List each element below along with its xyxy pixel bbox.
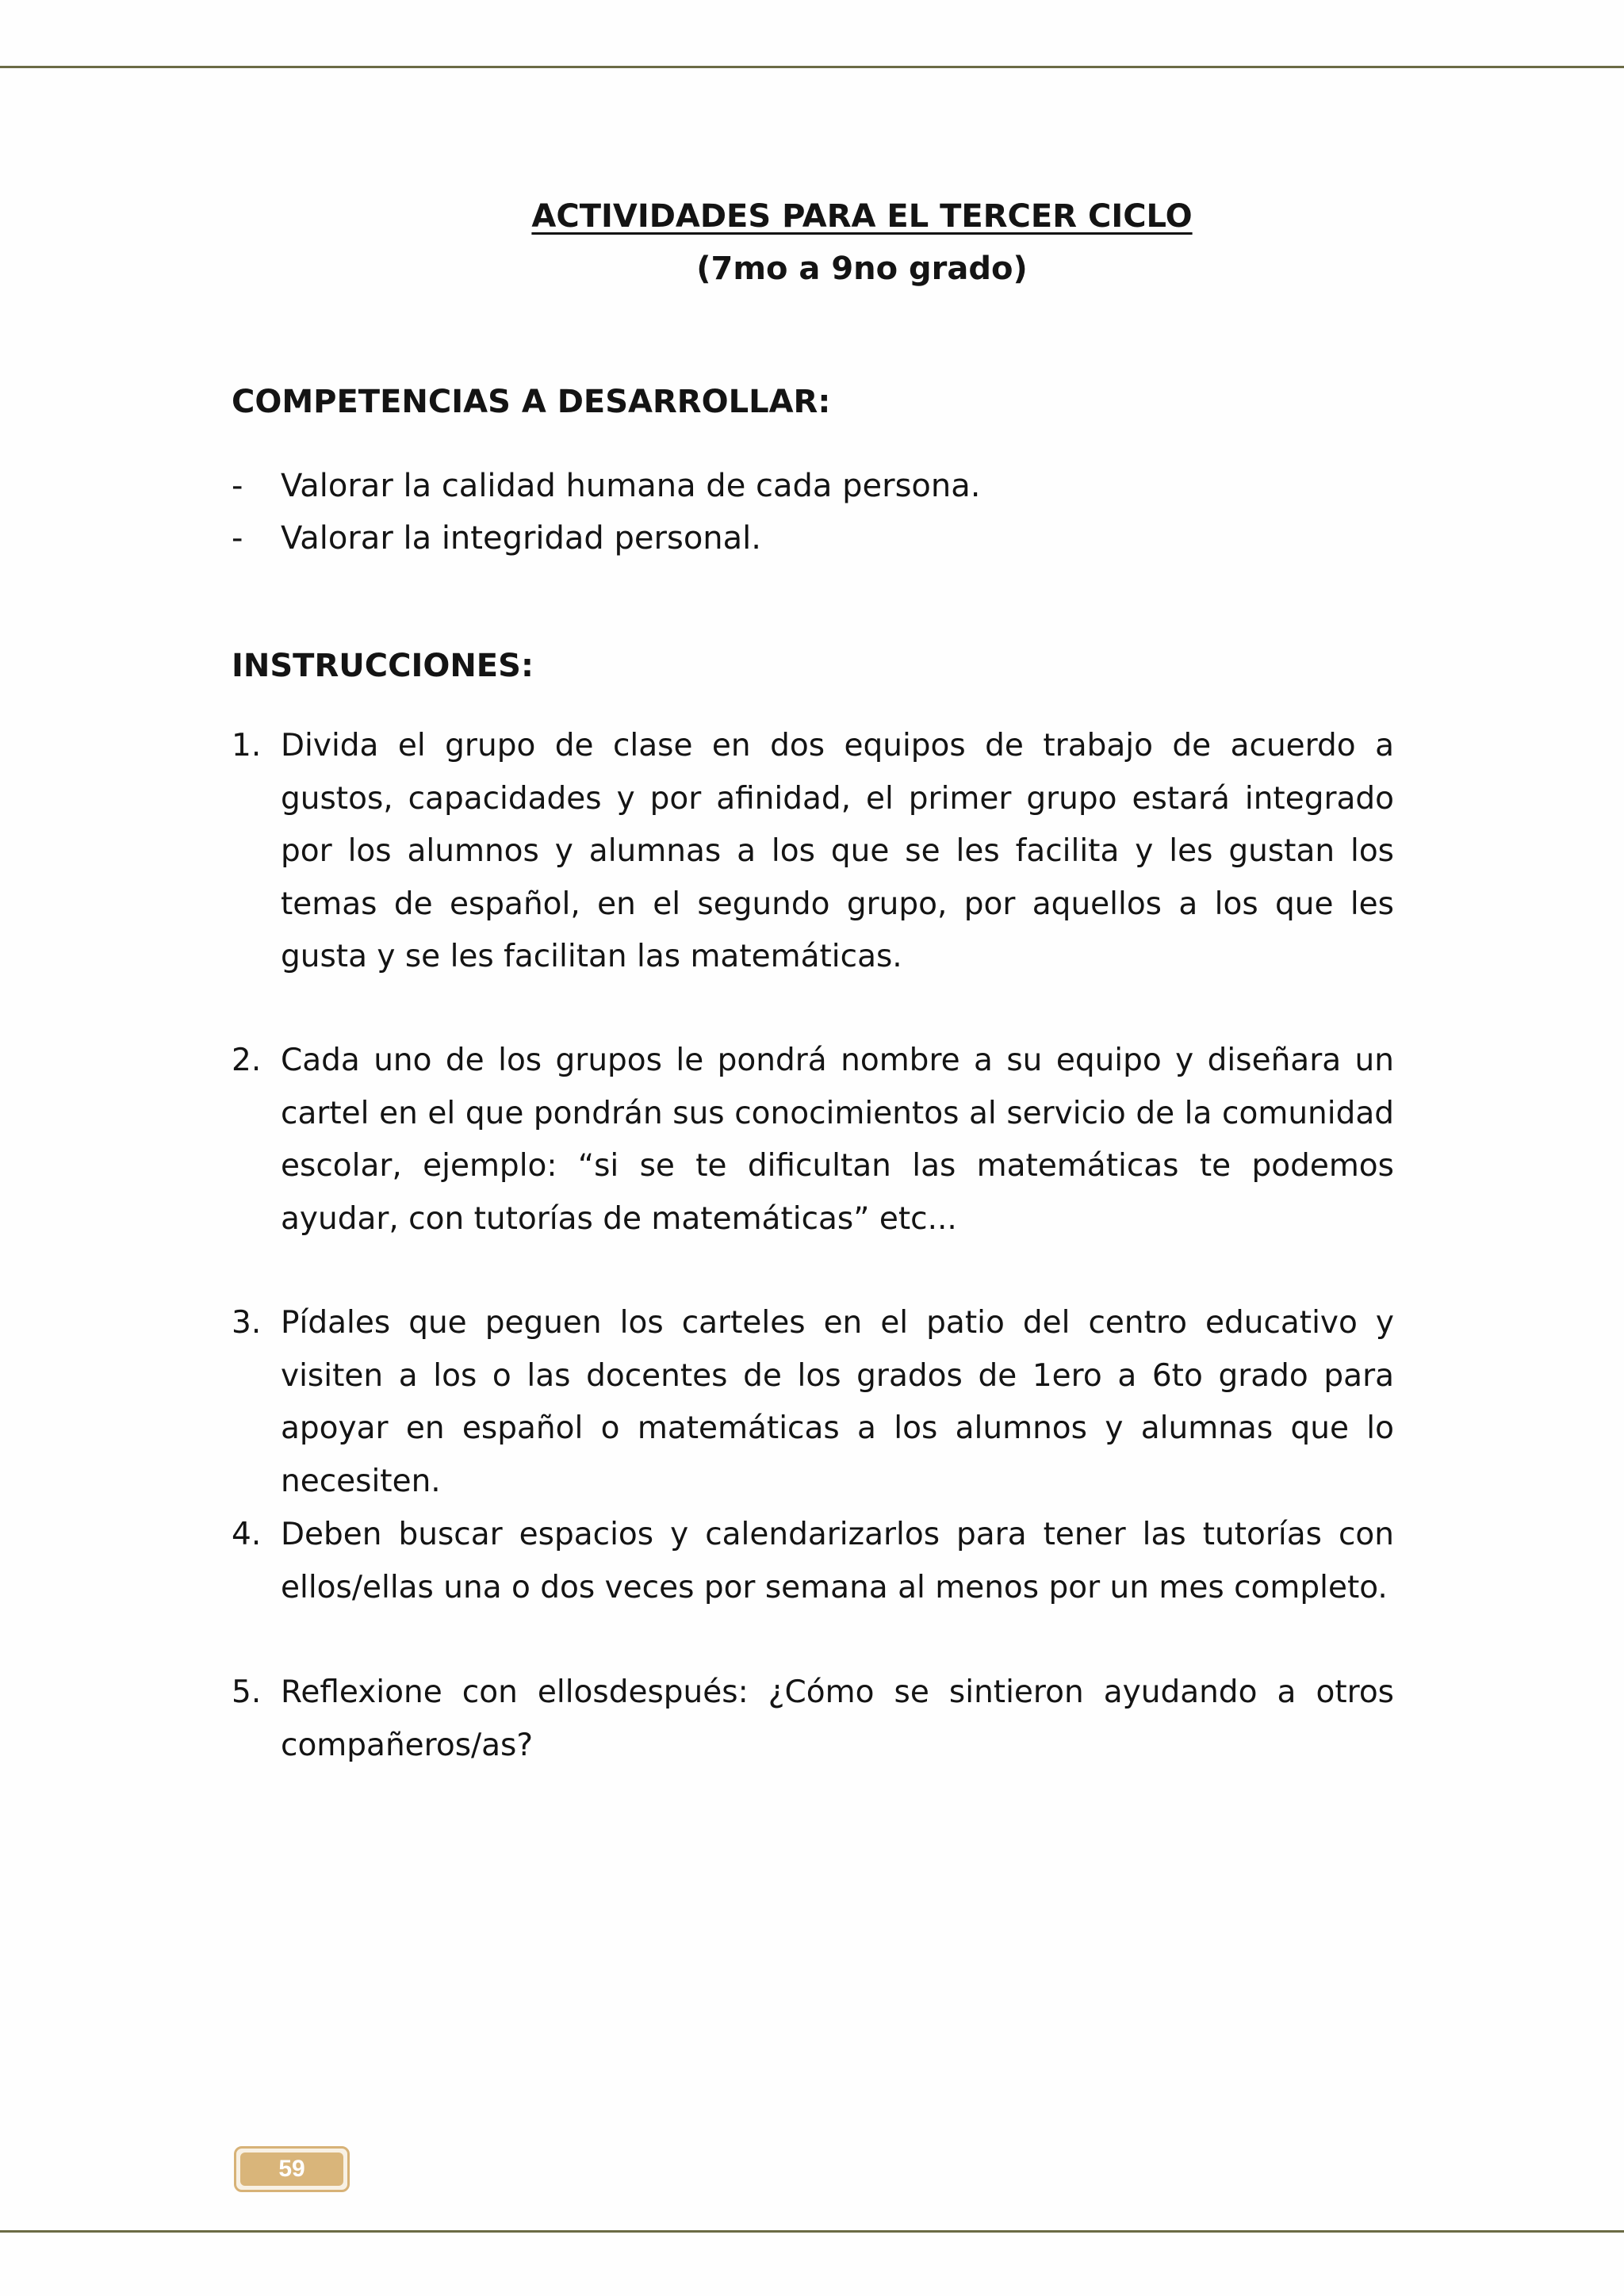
list-item [232,512,1394,564]
step-text: Cada uno de los grupos le pondrá nombre a su equipo y diseñara un cartel en el que pondrán sus conocimientos al servicio de la comunidad escolar, ejemplo: “si se te dificultan las matemáticas te podemos ayudar, con tutorías de matemáticas” etc... [281,1043,1394,1237]
list-item [232,460,1394,512]
step-text: Reflexione con ellosdespués: ¿Cómo se sintieron ayudando a otros compañeros/as? [281,1674,1394,1763]
instruction-step-5 [232,1667,1394,1772]
competencias-heading: COMPETENCIAS A DESARROLLAR: [232,384,831,420]
bullet-text: Valorar la integridad personal. [281,520,761,557]
step-text: Pídales que peguen los carteles en el patio del centro educativo y visiten a los o las docentes de los grados de 1ero a 6to grado para apoyar en español o matemáticas a los alumnos y alumnas que lo necesiten. [281,1305,1394,1499]
step-text: Divida el grupo de clase en dos equipos de trabajo de acuerdo a gustos, capacidades y por afinidad, el primer grupo estará integrado por los alumnos y alumnas a los que se les facilita y les gustan los temas de español, en el segundo grupo, por aquellos a los que les gusta y se les facilitan las matemáticas. [281,728,1394,974]
page-number: 59 [240,2152,343,2186]
instruction-step-1 [232,720,1394,984]
bullet-text: Valorar la calidad humana de cada persona. [281,468,981,504]
instrucciones-heading: INSTRUCCIONES: [232,648,534,684]
competencias-list [232,460,1394,564]
instruction-step-4 [232,1509,1394,1614]
instruction-step-2 [232,1035,1394,1246]
step-number: 4. [232,1517,262,1552]
footer-rule [0,2230,1624,2233]
step-number: 2. [232,1043,262,1078]
bullet-marker: - [232,520,243,557]
document-subtitle: (7mo a 9no grado) [696,251,1028,287]
step-number: 3. [232,1305,262,1341]
bullet-marker: - [232,468,243,504]
page-number-badge [234,2146,350,2192]
step-text: Deben buscar espacios y calendarizarlos para tener las tutorías con ellos/ellas una o dos veces por semana al menos por un mes completo. [281,1517,1394,1605]
header-rule [0,66,1624,68]
step-number: 5. [232,1674,262,1710]
step-number: 1. [232,728,262,763]
instruction-step-3 [232,1297,1394,1508]
document-title: ACTIVIDADES PARA EL TERCER CICLO [531,198,1193,235]
